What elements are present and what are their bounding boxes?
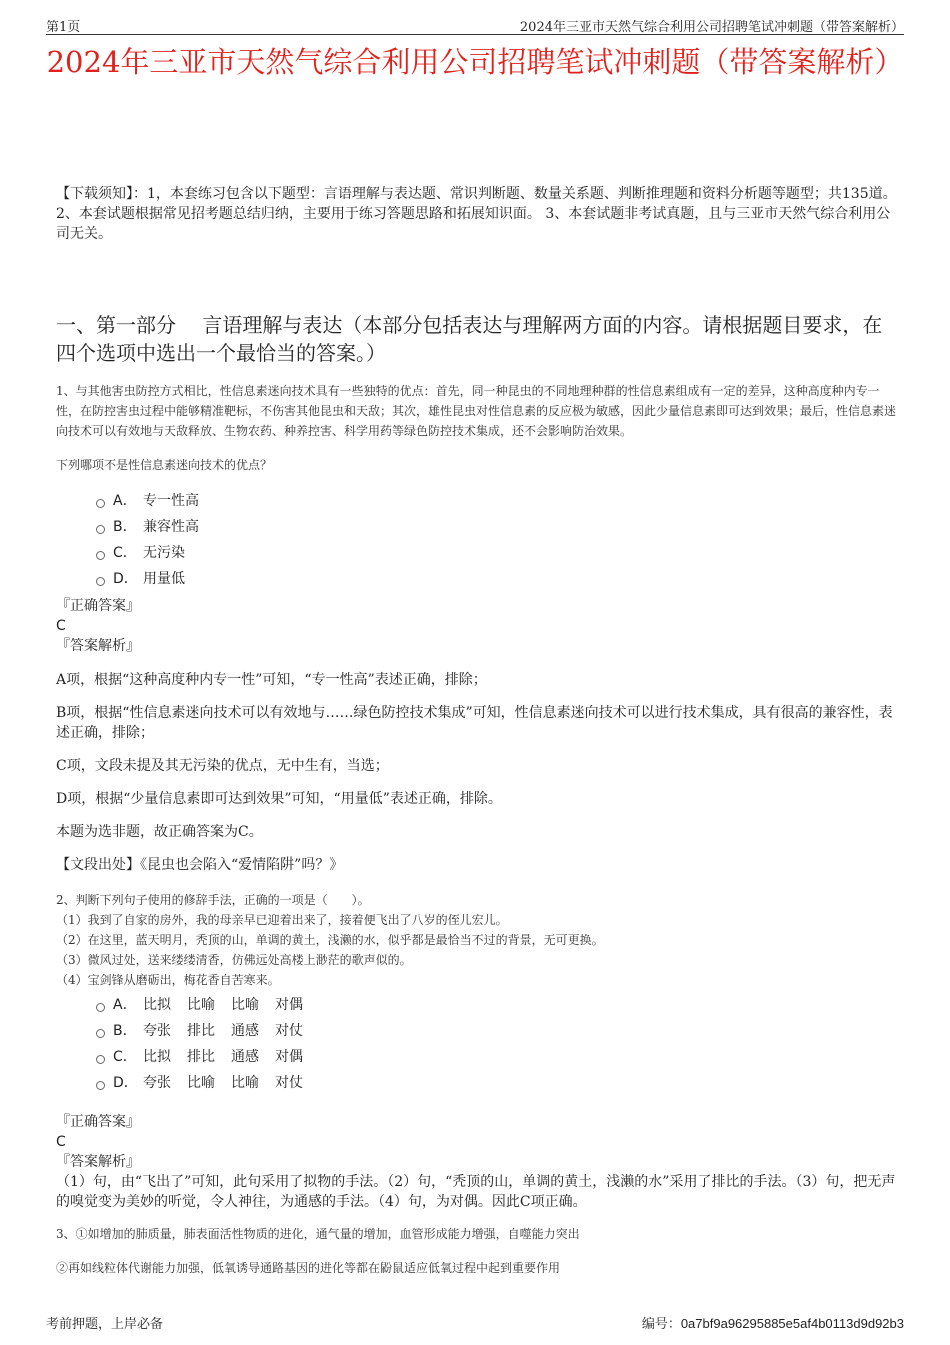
q2-option-b[interactable]: B． 夸张 排比 通感 对仗 (96, 1018, 319, 1044)
section-title: 一、第一部分 言语理解与表达（本部分包括表达与理解两方面的内容。请根据题目要求，在四个选项中选出一个最恰当的答案。） (56, 313, 883, 365)
analysis-line: A项，根据“这种高度种内专一性”可知，“专一性高”表述正确，排除； (56, 672, 487, 688)
radio-icon[interactable] (96, 1003, 105, 1012)
analysis-line: B项，根据“性信息素迷向技术可以有效地与……绿色防控技术集成”可知，性信息素迷向技术可以进行技术集成，具有很高的兼容性，表述正确，排除； (56, 705, 893, 741)
q1-analysis (56, 670, 900, 875)
answer-label: 『正确答案』 (56, 598, 140, 614)
analysis-line: C项，文段未提及其无污染的优点，无中生有，当选； (56, 758, 389, 774)
q2-line: （1）我到了自家的房外，我的母亲早已迎着出来了，接着便飞出了八岁的侄儿宏儿。 (56, 913, 508, 927)
answer-value: C (56, 1134, 66, 1150)
analysis-line: 本题为选非题，故正确答案为C。 (56, 824, 263, 840)
footer-serial: 编号：0a7bf9a96295885e5af4b0113d9d92b3 (641, 1316, 904, 1331)
analysis-label: 『答案解析』 (56, 1154, 140, 1170)
q2-options (96, 992, 319, 1096)
q1-question: 下列哪项不是性信息素迷向技术的优点？ (56, 458, 273, 472)
q3-line-1: 3、①如增加的肺质量，肺表面活性物质的进化，通气量的增加，血管形成能力增强，自噬能力突出 (56, 1227, 580, 1241)
source-line: 【文段出处】《昆虫也会陷入“爱情陷阱”吗？》 (56, 857, 344, 873)
q2-option-c[interactable]: C． 比拟 排比 通感 对偶 (96, 1044, 319, 1070)
q2-line: （4）宝剑锋从磨砺出，梅花香自苦寒来。 (56, 973, 280, 987)
download-notice: 【下载须知】：1，本套练习包含以下题型：言语理解与表达题、常识判断题、数量关系题、判断推理题和资料分析题等题型；共135道。 2、本套试题根据常见招考题总结归纳，主要用于练习答题思路和拓展知识面。 3、本套试题非考试真题，且与三亚市天然气综合利用公司无关。 (56, 186, 897, 242)
answer-value: C (56, 618, 66, 634)
q1-option-a[interactable]: A． 专一性高 (96, 488, 199, 514)
radio-icon[interactable] (96, 1055, 105, 1064)
radio-icon[interactable] (96, 551, 105, 560)
q3-line-2: ②再如线粒体代谢能力加强，低氧诱导通路基因的进化等都在鼢鼠适应低氧过程中起到重要作用 (56, 1261, 561, 1275)
radio-icon[interactable] (96, 525, 105, 534)
radio-icon[interactable] (96, 1081, 105, 1090)
radio-icon[interactable] (96, 1029, 105, 1038)
answer-label: 『正确答案』 (56, 1114, 140, 1130)
q1-options (96, 488, 199, 592)
q2-line: （3）微风过处，送来缕缕清香，仿佛远处高楼上渺茫的歌声似的。 (56, 953, 412, 967)
footer-slogan: 考前押题，上岸必备 (46, 1317, 164, 1332)
q2-analysis: （1）句，由“飞出了”可知，此句采用了拟物的手法。（2）句，“秃顶的山，单调的黄土，浅濑的水”采用了排比的手法。（3）句，把无声的嗅觉变为美妙的听觉，令人神往，为通感的手法。（4）句，为对偶。因此C项正确。 (56, 1174, 896, 1210)
radio-icon[interactable] (96, 577, 105, 586)
q1-option-b[interactable]: B． 兼容性高 (96, 514, 199, 540)
header-doc-title: 2024年三亚市天然气综合利用公司招聘笔试冲刺题（带答案解析） (519, 20, 904, 35)
analysis-line: D项，根据“少量信息素即可达到效果”可知，“用量低”表述正确，排除。 (56, 791, 502, 807)
radio-icon[interactable] (96, 499, 105, 508)
page-number: 第1页 (46, 20, 81, 35)
q1-option-c[interactable]: C． 无污染 (96, 540, 199, 566)
q2-line: 2、判断下列句子使用的修辞手法，正确的一项是（ ）。 (56, 893, 370, 907)
q1-option-d[interactable]: D． 用量低 (96, 566, 199, 592)
q2-answer-block (56, 1112, 900, 1212)
document-title: 2024年三亚市天然气综合利用公司招聘笔试冲刺题（带答案解析） (46, 45, 904, 79)
analysis-label: 『答案解析』 (56, 638, 140, 654)
q1-answer-block (56, 596, 900, 656)
q2-option-a[interactable]: A． 比拟 比喻 比喻 对偶 (96, 992, 319, 1018)
q1-passage: 1、与其他害虫防控方式相比，性信息素迷向技术具有一些独特的优点：首先，同一种昆虫的不同地理种群的性信息素组成有一定的差异，这种高度种内专一性，在防控害虫过程中能够精准靶标，不伤害其他昆虫和天敌；其次，雄性昆虫对性信息素的反应极为敏感，因此少量信息素即可达到效果；最后，性信息素迷向技术可以有效地与天敌释放、生物农药、种养控害、科学用药等绿色防控技术集成，还不会影响防治效果。 (56, 384, 897, 438)
q2-line: （2）在这里，蓝天明月，秃顶的山，单调的黄土，浅濑的水，似乎都是最恰当不过的背景，无可更换。 (56, 933, 604, 947)
page-header (46, 14, 904, 35)
q2-stem (56, 890, 900, 990)
q2-option-d[interactable]: D． 夸张 比喻 比喻 对仗 (96, 1070, 319, 1096)
